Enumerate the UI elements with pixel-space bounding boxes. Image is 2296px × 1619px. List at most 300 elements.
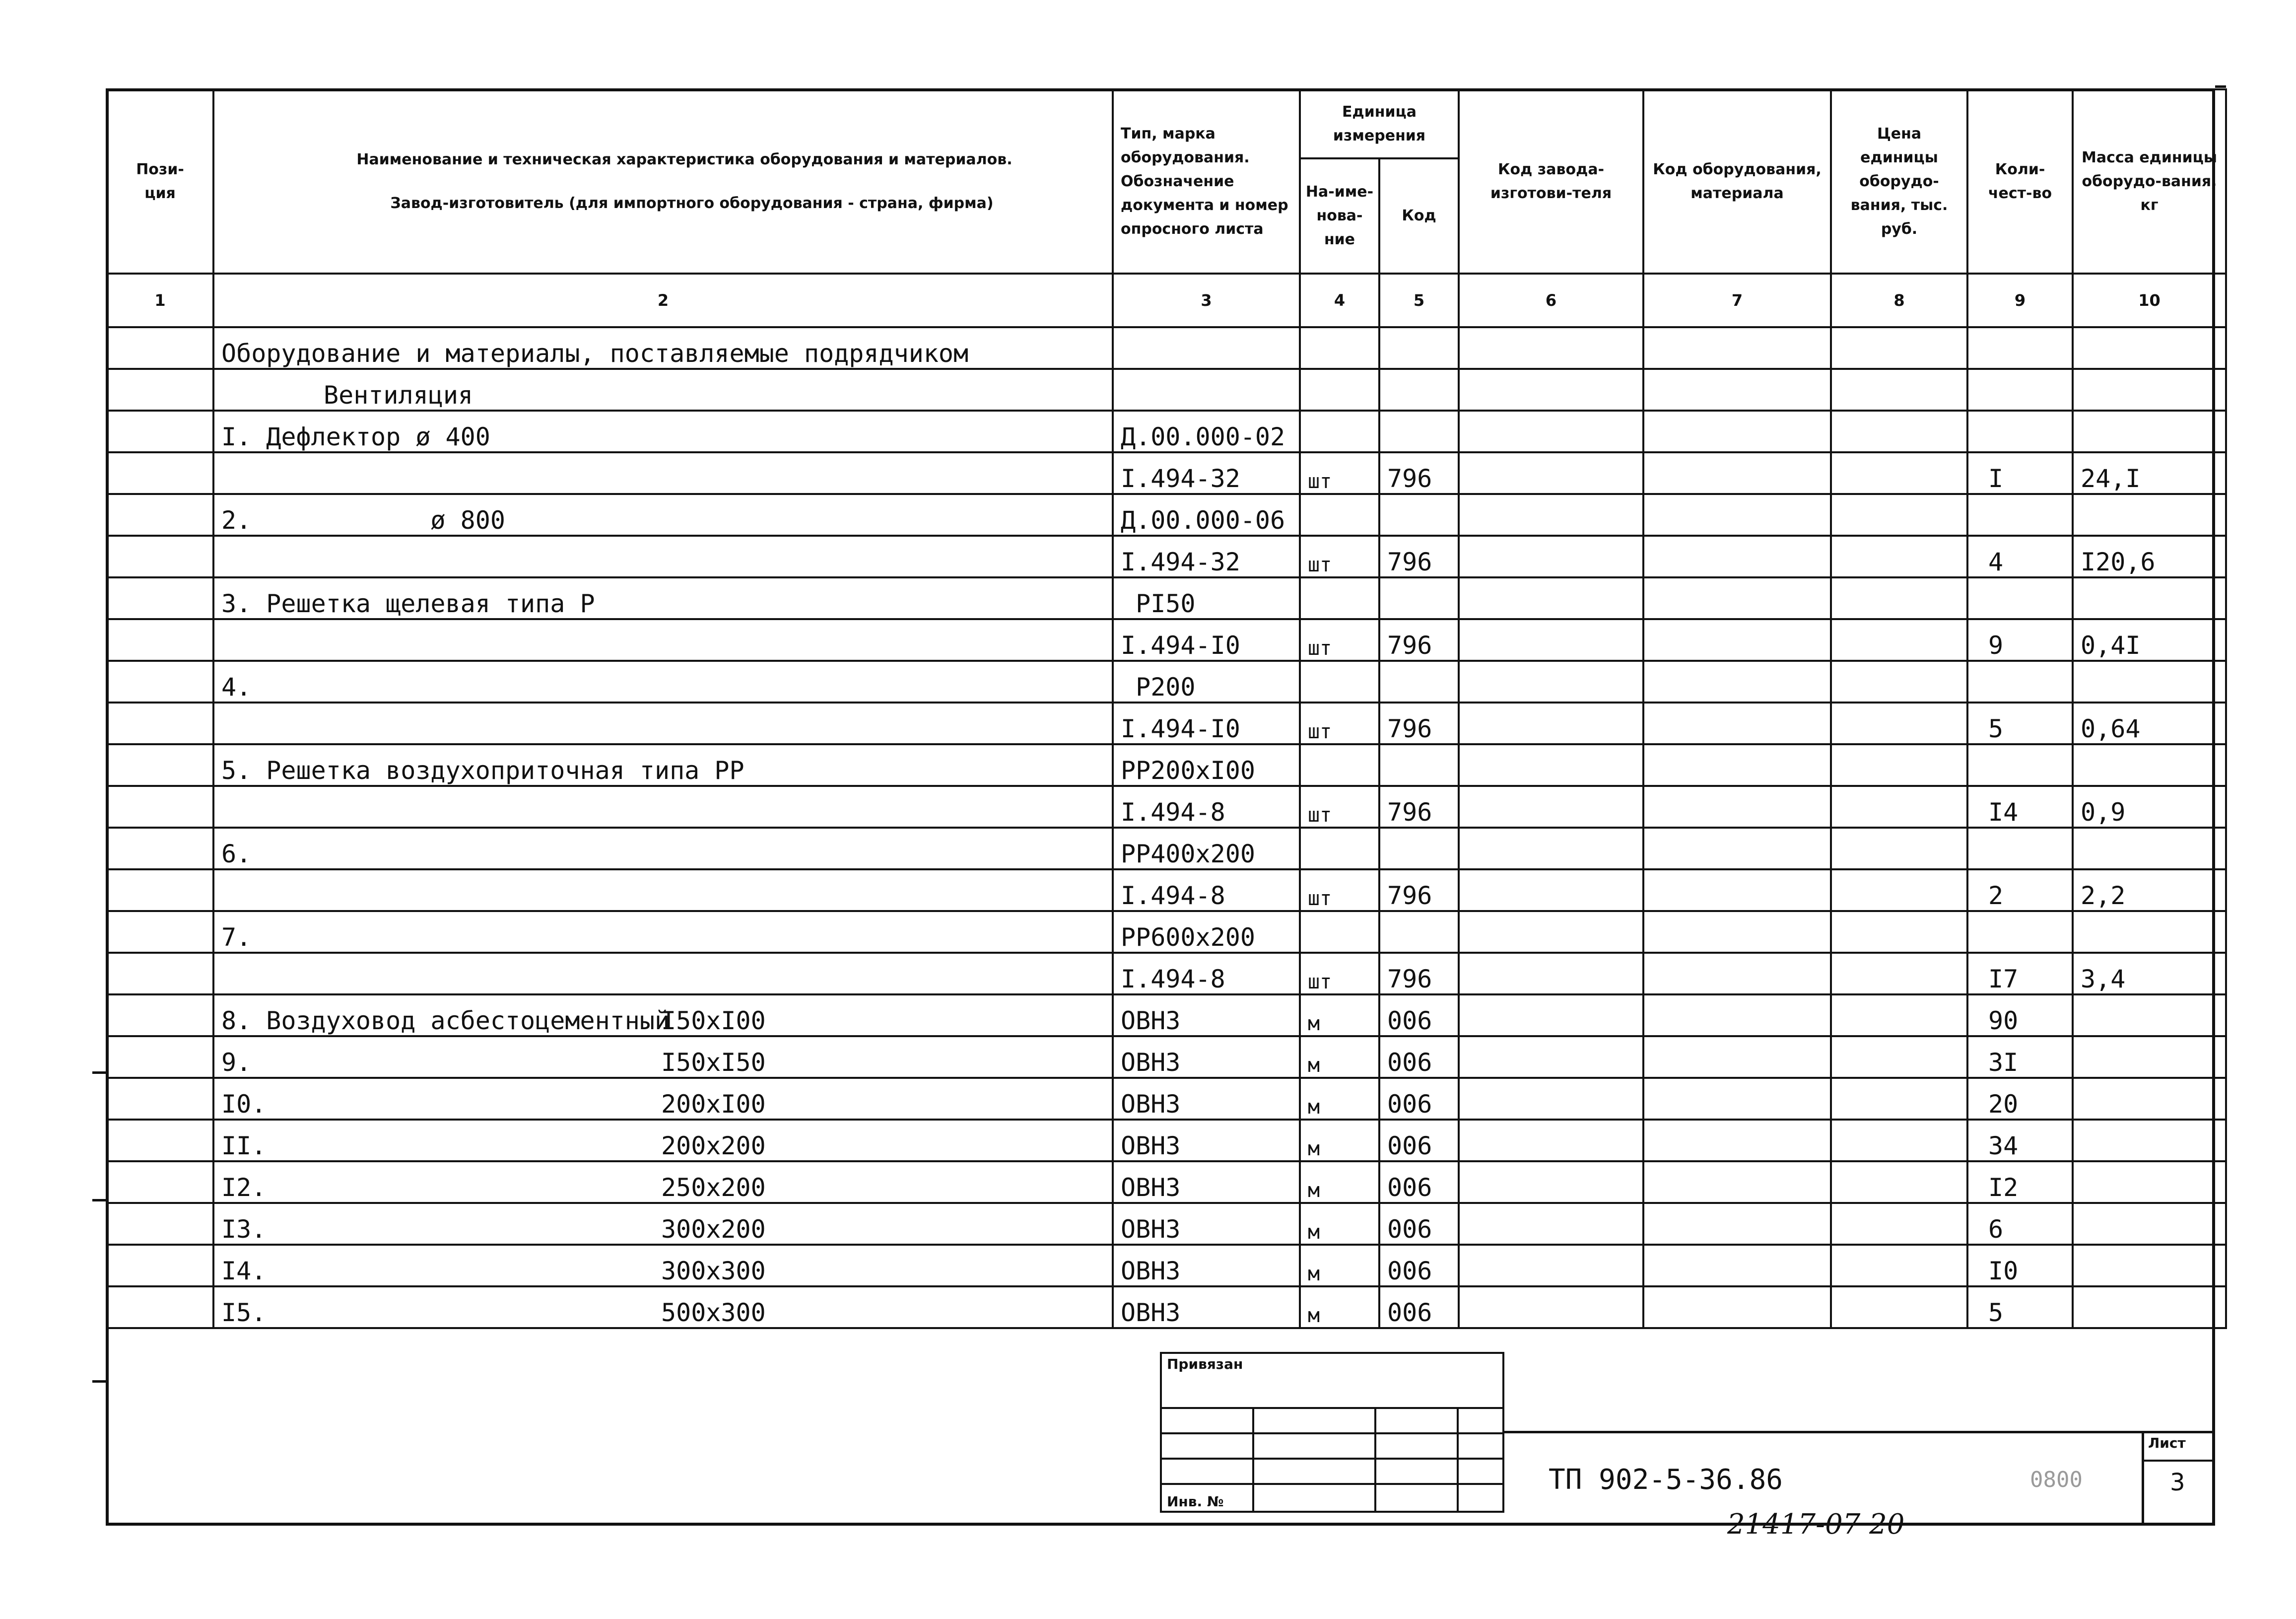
position-cell xyxy=(107,828,213,869)
equipment-code-cell xyxy=(1643,1203,1831,1245)
type-mark-cell: PP400x200 xyxy=(1113,828,1300,869)
name-cell xyxy=(213,869,1113,911)
unit-code-cell: 006 xyxy=(1379,1120,1459,1161)
margin-tick xyxy=(92,1199,106,1201)
price-cell xyxy=(1831,494,1967,536)
quantity-cell xyxy=(1967,911,2073,953)
factory-code-cell xyxy=(1459,786,1643,828)
item-name: 2. ø 800 xyxy=(221,506,505,535)
col-number: 3 xyxy=(1113,274,1300,327)
table-row xyxy=(107,536,2226,577)
name-cell xyxy=(213,1203,1113,1245)
name-cell xyxy=(213,327,1113,369)
unit-code-cell xyxy=(1379,661,1459,703)
equipment-code-cell xyxy=(1643,661,1831,703)
price-cell xyxy=(1831,619,1967,661)
quantity-cell: 3I xyxy=(1967,1036,2073,1078)
equipment-code-cell xyxy=(1643,786,1831,828)
factory-code-cell xyxy=(1459,1245,1643,1286)
quantity-cell: 2 xyxy=(1967,869,2073,911)
item-dimension: 300x300 xyxy=(661,1257,766,1285)
type-mark-cell: I.494-8 xyxy=(1113,869,1300,911)
equipment-code-cell xyxy=(1643,1036,1831,1078)
position-cell xyxy=(107,1286,213,1328)
equipment-code-cell xyxy=(1643,953,1831,994)
item-name: Оборудование и материалы, поставляемые подрядчиком xyxy=(221,339,969,368)
table-row xyxy=(107,661,2226,703)
unit-code-cell: 006 xyxy=(1379,1036,1459,1078)
factory-code-cell xyxy=(1459,327,1643,369)
type-mark-cell: PP600x200 xyxy=(1113,911,1300,953)
type-mark-cell: I.494-8 xyxy=(1113,786,1300,828)
item-name: I0. xyxy=(221,1090,267,1119)
table-row xyxy=(107,1078,2226,1120)
item-dimension: 250x200 xyxy=(661,1173,766,1202)
table-row xyxy=(107,1203,2226,1245)
factory-code-cell xyxy=(1459,1078,1643,1120)
price-cell xyxy=(1831,953,1967,994)
col-number: 7 xyxy=(1643,274,1831,327)
item-name: 8. Воздуховод асбестоцементный xyxy=(221,1006,670,1035)
quantity-cell: I xyxy=(1967,452,2073,494)
name-cell xyxy=(213,577,1113,619)
unit-code-cell xyxy=(1379,411,1459,452)
item-name: I5. xyxy=(221,1298,267,1327)
unit-name-cell: м xyxy=(1300,1036,1379,1078)
unit-code-cell: 006 xyxy=(1379,1245,1459,1286)
unit-code-cell: 796 xyxy=(1379,703,1459,744)
name-cell xyxy=(213,1078,1113,1120)
quantity-cell xyxy=(1967,411,2073,452)
position-cell xyxy=(107,1245,213,1286)
unit-name-cell xyxy=(1300,411,1379,452)
unit-name-cell: шт xyxy=(1300,786,1379,828)
col-number: 10 xyxy=(2073,274,2226,327)
unit-code-cell: 006 xyxy=(1379,1078,1459,1120)
unit-code-cell xyxy=(1379,369,1459,411)
quantity-cell xyxy=(1967,369,2073,411)
type-mark-cell: PI50 xyxy=(1113,577,1300,619)
name-cell xyxy=(213,536,1113,577)
equipment-code-cell xyxy=(1643,577,1831,619)
name-cell xyxy=(213,828,1113,869)
price-cell xyxy=(1831,828,1967,869)
unit-name-cell: шт xyxy=(1300,536,1379,577)
type-mark-cell: I.494-I0 xyxy=(1113,619,1300,661)
linked-label: Привязан xyxy=(1167,1356,1243,1372)
name-cell xyxy=(213,911,1113,953)
type-mark-cell: ОВН3 xyxy=(1113,1078,1300,1120)
type-mark-cell: Д.00.000-02 xyxy=(1113,411,1300,452)
price-cell xyxy=(1831,1120,1967,1161)
name-cell xyxy=(213,1161,1113,1203)
position-cell xyxy=(107,661,213,703)
equipment-code-cell xyxy=(1643,1120,1831,1161)
price-cell xyxy=(1831,994,1967,1036)
table-row xyxy=(107,953,2226,994)
quantity-cell xyxy=(1967,661,2073,703)
position-cell xyxy=(107,1036,213,1078)
item-name: 9. xyxy=(221,1048,252,1077)
table-row xyxy=(107,828,2226,869)
mass-cell xyxy=(2073,494,2226,536)
sheet-box-divider xyxy=(2142,1431,2144,1526)
quantity-cell xyxy=(1967,577,2073,619)
item-name: 6. xyxy=(221,840,252,868)
mass-cell xyxy=(2073,1245,2226,1286)
item-name: Вентиляция xyxy=(324,381,473,410)
unit-code-cell: 796 xyxy=(1379,452,1459,494)
corner-tick xyxy=(2215,85,2226,88)
table-row xyxy=(107,619,2226,661)
unit-code-cell: 006 xyxy=(1379,1161,1459,1203)
unit-name-cell xyxy=(1300,661,1379,703)
mass-cell: 0,64 xyxy=(2073,703,2226,744)
name-cell xyxy=(213,369,1113,411)
price-cell xyxy=(1831,1161,1967,1203)
col-number: 6 xyxy=(1459,274,1643,327)
handwritten-number: 21417-07 20 xyxy=(1727,1508,1905,1541)
type-mark-cell xyxy=(1113,327,1300,369)
mass-cell xyxy=(2073,577,2226,619)
unit-code-cell: 796 xyxy=(1379,869,1459,911)
col-number: 2 xyxy=(213,274,1113,327)
factory-code-cell xyxy=(1459,828,1643,869)
factory-code-cell xyxy=(1459,869,1643,911)
header-unit-group: Единица измерения xyxy=(1300,89,1459,158)
mass-cell: 3,4 xyxy=(2073,953,2226,994)
mass-cell xyxy=(2073,994,2226,1036)
price-cell xyxy=(1831,661,1967,703)
table-row xyxy=(107,786,2226,828)
type-mark-cell: P200 xyxy=(1113,661,1300,703)
unit-code-cell: 006 xyxy=(1379,1203,1459,1245)
quantity-cell: I4 xyxy=(1967,786,2073,828)
unit-code-cell: 796 xyxy=(1379,953,1459,994)
name-cell xyxy=(213,411,1113,452)
equipment-code-cell xyxy=(1643,494,1831,536)
table-row xyxy=(107,744,2226,786)
mass-cell: 2,2 xyxy=(2073,869,2226,911)
price-cell xyxy=(1831,411,1967,452)
unit-name-cell: м xyxy=(1300,994,1379,1036)
name-cell xyxy=(213,661,1113,703)
price-cell xyxy=(1831,327,1967,369)
mass-cell xyxy=(2073,828,2226,869)
type-mark-cell: I.494-32 xyxy=(1113,452,1300,494)
table-row xyxy=(107,869,2226,911)
unit-name-cell xyxy=(1300,369,1379,411)
header-position: Пози- ция xyxy=(107,89,213,274)
header-equipment-code: Код оборудования, материала xyxy=(1643,89,1831,274)
table-row xyxy=(107,1161,2226,1203)
equipment-code-cell xyxy=(1643,828,1831,869)
quantity-cell xyxy=(1967,494,2073,536)
header-unit-name: На-име-нова-ние xyxy=(1300,158,1379,274)
header-name-line1: Наименование и техническая характеристика оборудования и материалов. xyxy=(356,150,1013,168)
mass-cell: 0,9 xyxy=(2073,786,2226,828)
unit-name-cell xyxy=(1300,828,1379,869)
position-cell xyxy=(107,911,213,953)
factory-code-cell xyxy=(1459,911,1643,953)
quantity-cell: 90 xyxy=(1967,994,2073,1036)
name-cell xyxy=(213,703,1113,744)
table-row xyxy=(107,577,2226,619)
name-cell xyxy=(213,1286,1113,1328)
item-dimension: 500x300 xyxy=(661,1298,766,1327)
equipment-code-cell xyxy=(1643,994,1831,1036)
header-name xyxy=(213,89,1113,274)
inventory-number-label: Инв. № xyxy=(1167,1493,1224,1510)
price-cell xyxy=(1831,869,1967,911)
mass-cell xyxy=(2073,911,2226,953)
type-mark-cell: ОВН3 xyxy=(1113,1245,1300,1286)
factory-code-cell xyxy=(1459,536,1643,577)
item-dimension: I50xI50 xyxy=(661,1048,766,1077)
unit-name-cell: м xyxy=(1300,1120,1379,1161)
factory-code-cell xyxy=(1459,411,1643,452)
approval-stamp-grid xyxy=(1160,1352,1504,1513)
col-number: 1 xyxy=(107,274,213,327)
price-cell xyxy=(1831,1078,1967,1120)
factory-code-cell xyxy=(1459,744,1643,786)
type-mark-cell: ОВН3 xyxy=(1113,1203,1300,1245)
position-cell xyxy=(107,411,213,452)
factory-code-cell xyxy=(1459,369,1643,411)
equipment-code-cell xyxy=(1643,1161,1831,1203)
equipment-code-cell xyxy=(1643,536,1831,577)
name-cell xyxy=(213,619,1113,661)
unit-code-cell: 796 xyxy=(1379,536,1459,577)
type-mark-cell: I.494-32 xyxy=(1113,536,1300,577)
price-cell xyxy=(1831,1286,1967,1328)
quantity-cell: 4 xyxy=(1967,536,2073,577)
type-mark-cell xyxy=(1113,369,1300,411)
title-divider xyxy=(1504,1431,2215,1433)
equipment-code-cell xyxy=(1643,1078,1831,1120)
quantity-cell: I0 xyxy=(1967,1245,2073,1286)
position-cell xyxy=(107,953,213,994)
quantity-cell: I7 xyxy=(1967,953,2073,994)
col-number: 9 xyxy=(1967,274,2073,327)
header-unit-mass: Масса единицы оборудо-вания, кг xyxy=(2073,89,2226,274)
name-cell xyxy=(213,494,1113,536)
table-row xyxy=(107,411,2226,452)
quantity-cell: I2 xyxy=(1967,1161,2073,1203)
position-cell xyxy=(107,994,213,1036)
table-body xyxy=(107,327,2226,1328)
quantity-cell: 6 xyxy=(1967,1203,2073,1245)
quantity-cell: 9 xyxy=(1967,619,2073,661)
factory-code-cell xyxy=(1459,452,1643,494)
table-row xyxy=(107,1245,2226,1286)
faint-code: 0800 xyxy=(2030,1467,2083,1492)
table-row xyxy=(107,703,2226,744)
header-row xyxy=(107,89,2226,158)
position-cell xyxy=(107,1120,213,1161)
document-code: ТП 902-5-36.86 xyxy=(1549,1464,1783,1496)
header-name-line2: Завод-изготовитель (для импортного оборудования - страна, фирма) xyxy=(390,194,994,212)
factory-code-cell xyxy=(1459,1120,1643,1161)
price-cell xyxy=(1831,369,1967,411)
quantity-cell xyxy=(1967,828,2073,869)
name-cell xyxy=(213,953,1113,994)
factory-code-cell xyxy=(1459,661,1643,703)
item-name: I3. xyxy=(221,1215,267,1244)
type-mark-cell: ОВН3 xyxy=(1113,1120,1300,1161)
unit-name-cell: м xyxy=(1300,1078,1379,1120)
name-cell xyxy=(213,1036,1113,1078)
factory-code-cell xyxy=(1459,703,1643,744)
price-cell xyxy=(1831,911,1967,953)
mass-cell: I20,6 xyxy=(2073,536,2226,577)
position-cell xyxy=(107,494,213,536)
name-cell xyxy=(213,452,1113,494)
factory-code-cell xyxy=(1459,994,1643,1036)
unit-code-cell xyxy=(1379,327,1459,369)
price-cell xyxy=(1831,452,1967,494)
price-cell xyxy=(1831,1036,1967,1078)
quantity-cell: 5 xyxy=(1967,1286,2073,1328)
header-quantity: Коли-чест-во xyxy=(1967,89,2073,274)
item-name: 5. Решетка воздухоприточная типа РР xyxy=(221,756,744,785)
position-cell xyxy=(107,744,213,786)
unit-name-cell: м xyxy=(1300,1245,1379,1286)
mass-cell xyxy=(2073,1286,2226,1328)
type-mark-cell: ОВН3 xyxy=(1113,1036,1300,1078)
mass-cell: 24,I xyxy=(2073,452,2226,494)
equipment-code-cell xyxy=(1643,911,1831,953)
unit-name-cell: м xyxy=(1300,1286,1379,1328)
mass-cell: 0,4I xyxy=(2073,619,2226,661)
item-name: I2. xyxy=(221,1173,267,1202)
equipment-code-cell xyxy=(1643,1286,1831,1328)
item-dimension: I50xI00 xyxy=(661,1006,766,1035)
position-cell xyxy=(107,869,213,911)
col-number: 4 xyxy=(1300,274,1379,327)
unit-name-cell: шт xyxy=(1300,703,1379,744)
position-cell xyxy=(107,452,213,494)
equipment-code-cell xyxy=(1643,619,1831,661)
position-cell xyxy=(107,619,213,661)
item-name: I. Дефлектор ø 400 xyxy=(221,422,490,451)
mass-cell xyxy=(2073,1203,2226,1245)
col-number: 5 xyxy=(1379,274,1459,327)
table-row xyxy=(107,327,2226,369)
type-mark-cell: I.494-8 xyxy=(1113,953,1300,994)
factory-code-cell xyxy=(1459,1036,1643,1078)
margin-tick xyxy=(92,1380,106,1383)
table-row xyxy=(107,994,2226,1036)
price-cell xyxy=(1831,577,1967,619)
price-cell xyxy=(1831,703,1967,744)
mass-cell xyxy=(2073,1078,2226,1120)
unit-code-cell: 006 xyxy=(1379,1286,1459,1328)
position-cell xyxy=(107,1203,213,1245)
type-mark-cell: PP200xI00 xyxy=(1113,744,1300,786)
item-name: I4. xyxy=(221,1257,267,1285)
factory-code-cell xyxy=(1459,1286,1643,1328)
mass-cell xyxy=(2073,1161,2226,1203)
specification-table xyxy=(106,88,2227,1329)
factory-code-cell xyxy=(1459,619,1643,661)
equipment-code-cell xyxy=(1643,1245,1831,1286)
equipment-code-cell xyxy=(1643,369,1831,411)
quantity-cell xyxy=(1967,327,2073,369)
name-cell xyxy=(213,994,1113,1036)
price-cell xyxy=(1831,536,1967,577)
mass-cell xyxy=(2073,411,2226,452)
unit-name-cell: м xyxy=(1300,1203,1379,1245)
name-cell xyxy=(213,1120,1113,1161)
unit-code-cell xyxy=(1379,494,1459,536)
mass-cell xyxy=(2073,1120,2226,1161)
mass-cell xyxy=(2073,744,2226,786)
factory-code-cell xyxy=(1459,1161,1643,1203)
position-cell xyxy=(107,1161,213,1203)
item-name: 3. Решетка щелевая типа Р xyxy=(221,589,595,618)
col-number: 8 xyxy=(1831,274,1967,327)
position-cell xyxy=(107,703,213,744)
unit-name-cell: м xyxy=(1300,1161,1379,1203)
table-row xyxy=(107,1120,2226,1161)
table-row xyxy=(107,911,2226,953)
table-row xyxy=(107,494,2226,536)
table-row xyxy=(107,1286,2226,1328)
quantity-cell: 20 xyxy=(1967,1078,2073,1120)
header-factory-code: Код завода-изготови-теля xyxy=(1459,89,1643,274)
unit-name-cell xyxy=(1300,327,1379,369)
table-row xyxy=(107,1036,2226,1078)
equipment-code-cell xyxy=(1643,869,1831,911)
position-cell xyxy=(107,536,213,577)
unit-code-cell xyxy=(1379,828,1459,869)
column-number-row xyxy=(107,274,2226,327)
unit-name-cell: шт xyxy=(1300,619,1379,661)
sheet-label: Лист xyxy=(2148,1435,2186,1451)
type-mark-cell: ОВН3 xyxy=(1113,994,1300,1036)
equipment-code-cell xyxy=(1643,327,1831,369)
type-mark-cell: ОВН3 xyxy=(1113,1286,1300,1328)
equipment-code-cell xyxy=(1643,703,1831,744)
item-dimension: 200x200 xyxy=(661,1131,766,1160)
price-cell xyxy=(1831,786,1967,828)
price-cell xyxy=(1831,1245,1967,1286)
unit-code-cell: 796 xyxy=(1379,786,1459,828)
factory-code-cell xyxy=(1459,577,1643,619)
mass-cell xyxy=(2073,1036,2226,1078)
unit-name-cell: шт xyxy=(1300,869,1379,911)
mass-cell xyxy=(2073,661,2226,703)
unit-code-cell xyxy=(1379,744,1459,786)
mass-cell xyxy=(2073,327,2226,369)
factory-code-cell xyxy=(1459,1203,1643,1245)
item-name: II. xyxy=(221,1131,267,1160)
unit-name-cell: шт xyxy=(1300,953,1379,994)
unit-name-cell xyxy=(1300,577,1379,619)
equipment-code-cell xyxy=(1643,452,1831,494)
position-cell xyxy=(107,786,213,828)
equipment-code-cell xyxy=(1643,411,1831,452)
price-cell xyxy=(1831,744,1967,786)
mass-cell xyxy=(2073,369,2226,411)
item-dimension: 300x200 xyxy=(661,1215,766,1244)
header-unit-price: Цена единицы оборудо-вания, тыс. руб. xyxy=(1831,89,1967,274)
type-mark-cell: ОВН3 xyxy=(1113,1161,1300,1203)
equipment-code-cell xyxy=(1643,744,1831,786)
table-row xyxy=(107,369,2226,411)
position-cell xyxy=(107,327,213,369)
